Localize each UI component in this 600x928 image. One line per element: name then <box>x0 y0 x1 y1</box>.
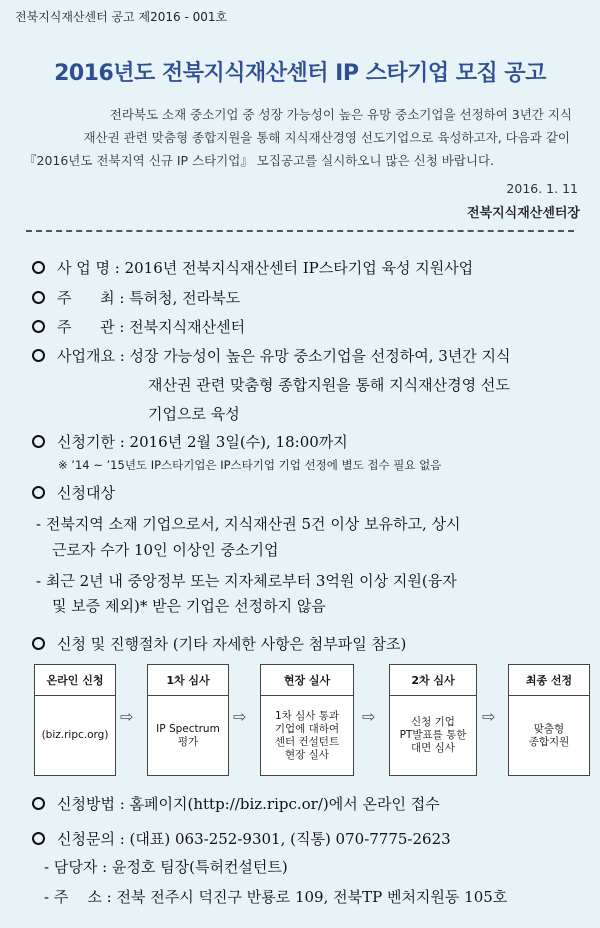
target-line-1b: 근로자 수가 10인 이상인 중소기업 <box>52 541 279 559</box>
contact-person: - 담당자 : 윤정호 팀장(특허컨설턴트) <box>44 858 288 876</box>
item-organizer <box>32 316 245 337</box>
right-arrow-icon: ⇨ <box>482 707 496 726</box>
circle-bullet-icon <box>32 637 45 650</box>
flow-step-site-inspection <box>260 664 354 776</box>
item-text: 주 관 : 전북지식재산센터 <box>57 318 246 336</box>
circle-bullet-icon <box>32 320 45 333</box>
item-target <box>32 482 115 503</box>
item-text: 신청대상 <box>57 484 115 502</box>
circle-bullet-icon <box>32 486 45 499</box>
dashed-divider <box>26 230 574 232</box>
circle-bullet-icon <box>32 435 45 448</box>
flow-step-desc: 1차 심사 통과 기업에 대하여 센터 컨설턴트 현장 실사 <box>274 709 340 761</box>
right-arrow-icon: ⇨ <box>362 707 376 726</box>
right-arrow-icon: ⇨ <box>233 707 247 726</box>
contact-address: - 주 소 : 전북 전주시 덕진구 반룡로 109, 전북TP 벤처지원동 105호 <box>44 888 508 906</box>
flow-step-title: 2차 심사 <box>390 665 476 696</box>
flow-step-title: 최종 선정 <box>509 665 589 696</box>
circle-bullet-icon <box>32 261 45 274</box>
circle-bullet-icon <box>32 797 45 810</box>
circle-bullet-icon <box>32 832 45 845</box>
overview-line-3: 기업으로 육성 <box>148 405 240 423</box>
flow-step-title: 온라인 신청 <box>35 665 115 696</box>
announcement-date: 2016. 1. 11 <box>506 181 578 196</box>
right-arrow-icon: ⇨ <box>120 707 134 726</box>
flow-step-title: 현장 실사 <box>261 665 353 696</box>
flow-step-desc: 신청 기업 PT발표를 통한 대면 심사 <box>399 716 467 754</box>
intro-line-2: 재산권 관련 맞춤형 종합지원을 통해 지식재산경영 선도기업으로 육성하고자, 다음과 같이 <box>83 130 570 145</box>
item-process <box>32 633 406 654</box>
issuing-organization: 전북지식재산센터장 <box>466 206 580 221</box>
intro-line-1: 전라북도 소재 중소기업 중 성장 가능성이 높은 유망 중소기업을 선정하여 3년간 지식 <box>109 107 572 122</box>
item-text: 사 업 명 : 2016년 전북지식재산센터 IP스타기업 육성 지원사업 <box>57 259 474 277</box>
item-method <box>32 793 440 814</box>
target-line-1a: - 전북지역 소재 기업으로서, 지식재산권 5건 이상 보유하고, 상시 <box>36 515 461 533</box>
flow-step-title: 1차 심사 <box>148 665 228 696</box>
item-text: 주 최 : 특허청, 전라북도 <box>57 289 241 307</box>
item-deadline <box>32 431 348 452</box>
flow-step-desc: 맞춤형 종합지원 <box>528 722 570 748</box>
flow-step-desc: (biz.ripc.org) <box>41 729 109 741</box>
circle-bullet-icon <box>32 349 45 362</box>
flow-step-first-review <box>147 664 229 776</box>
deadline-note: ※ ’14 ~ ’15년도 IP스타기업은 IP스타기업 기업 선정에 별도 접수 필요 없음 <box>58 458 442 472</box>
item-business-name <box>32 257 473 278</box>
item-overview <box>32 345 511 366</box>
flow-step-final-selection <box>508 664 590 776</box>
target-line-2b: 및 보증 제외)* 받은 기업은 선정하지 않음 <box>52 597 326 615</box>
flow-step-desc: IP Spectrum 평가 <box>156 722 220 748</box>
item-text: 신청문의 : (대표) 063-252-9301, (직통) 070-7775-2623 <box>57 830 451 848</box>
intro-paragraph <box>18 103 584 172</box>
item-text: 신청 및 진행절차 (기타 자세한 사항은 첨부파일 참조) <box>57 635 407 653</box>
item-inquiry <box>32 828 451 849</box>
item-text: 신청방법 : 홈페이지(http://biz.ripc.or/)에서 온라인 접수 <box>57 795 440 813</box>
flow-step-online-application <box>34 664 116 776</box>
item-text: 신청기한 : 2016년 2월 3일(수), 18:00까지 <box>57 433 348 451</box>
item-host <box>32 287 240 308</box>
announcement-number: 전북지식재산센터 공고 제2016 - 001호 <box>15 10 228 24</box>
flow-step-second-review <box>389 664 477 776</box>
intro-line-3: 『2016년도 전북지역 신규 IP 스타기업』 모집공고를 실시하오니 많은 신청 바랍니다. <box>24 153 495 168</box>
item-text: 사업개요 : 성장 가능성이 높은 유망 중소기업을 선정하여, 3년간 지식 <box>57 347 511 365</box>
circle-bullet-icon <box>32 291 45 304</box>
page-title: 2016년도 전북지식재산센터 IP 스타기업 모집 공고 <box>54 61 546 86</box>
target-line-2a: - 최근 2년 내 중앙정부 또는 지자체로부터 3억원 이상 지원(융자 <box>36 572 457 590</box>
overview-line-2: 재산권 관련 맞춤형 종합지원을 통해 지식재산경영 선도 <box>148 376 510 394</box>
